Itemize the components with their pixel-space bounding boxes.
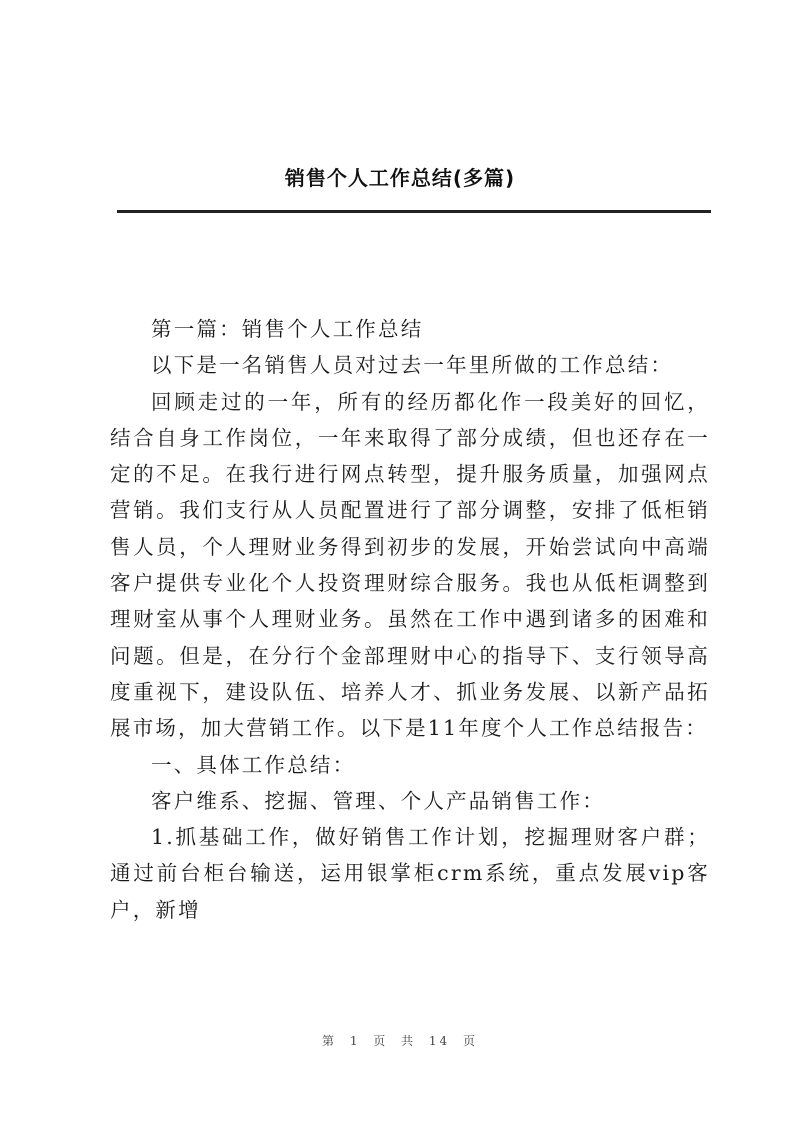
section-heading: 一、具体工作总结： <box>151 752 356 777</box>
title-underline <box>117 210 711 213</box>
document-title: 销售个人工作总结(多篇) <box>284 166 516 190</box>
page-number-footer: 第 1 页 共 14 页 <box>322 1034 478 1048</box>
paragraph: 客户维系、挖掘、管理、个人产品销售工作： <box>151 788 605 813</box>
document-body <box>110 311 710 928</box>
paragraph: 回顾走过的一年，所有的经历都化作一段美好的回忆，结合自身工作岗位，一年来取得了部分成绩，但也还存在一定的不足。在我行进行网点转型，提升服务质量，加强网点营销。我们支行从人员配置进行了部分调整，安排了低柜销售人员，个人理财业务得到初步的发展，开始尝试向中高端客户提供专业化个人投资理财综合服务。我也从低柜调整到理财室从事个人理财业务。虽然在工作中遇到诸多的困难和问题。但是，在分行个金部理财中心的指导下、支行领导高度重视下，建设队伍、培养人才、抓业务发展、以新产品拓展市场，加大营销工作。以下是11年度个人工作总结报告： <box>110 389 710 741</box>
section-heading: 第一篇：销售个人工作总结 <box>151 317 424 341</box>
paragraph: 以下是一名销售人员对过去一年里所做的工作总结： <box>151 353 674 378</box>
paragraph: 1.抓基础工作，做好销售工作计划，挖掘理财客户群；通过前台柜台输送，运用银掌柜crm系统，重点发展vip客户，新增 <box>110 825 710 922</box>
